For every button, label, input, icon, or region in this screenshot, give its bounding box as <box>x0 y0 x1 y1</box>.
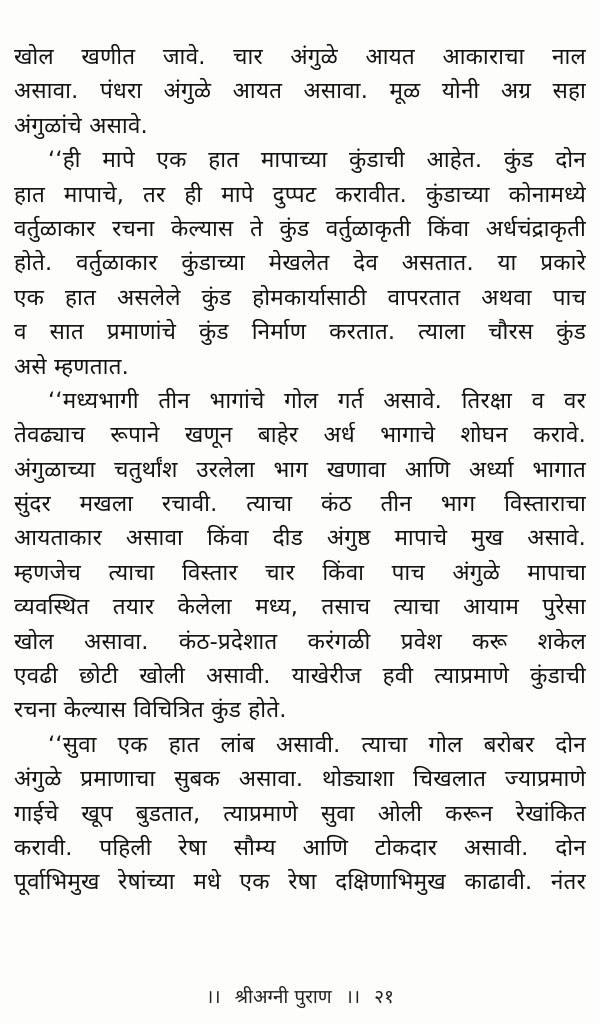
text-line: म्हणजेच त्याचा विस्तार चार किंवा पाच अंगुळे मापाचा <box>14 559 586 586</box>
text-line: होते. वर्तुळाकार कुंडाच्या मेखलेत देव असतात. या प्रकारे <box>14 250 586 277</box>
paragraph <box>14 40 586 143</box>
text-line: पूर्वाभिमुख रेषांच्या मधे एक रेषा दक्षिणाभिमुख काढावी. नंतर <box>14 869 586 896</box>
text-line: एवढी छोटी खोली असावी. याखेरीज हवी त्याप्रमाणे कुंडाची <box>14 663 586 690</box>
text-line: खोल खणीत जावे. चार अंगुळे आयत आकाराचा नाल <box>14 44 586 70</box>
text-line: व्यवस्थित तयार केलेला मध्य, तसाच त्याचा आयाम पुरेसा <box>14 594 586 621</box>
text-line: सुंदर मखला रचावी. त्याचा कंठ तीन भाग विस्ताराचा <box>14 491 586 518</box>
text-line: अंगुळे प्रमाणाचा सुबक असावा. थोड्याशा चिखलात ज्याप्रमाणे <box>14 766 586 793</box>
text-line: खोल असावा. कंठ-प्रदेशात करंगळी प्रवेश करू शकेल <box>14 628 586 655</box>
text-line: अंगुळाच्या चतुर्थांश उरलेला भाग खणावा आणि अर्ध्या भागात <box>14 456 586 483</box>
footer-right-mark: ।। <box>345 986 361 1008</box>
paragraph <box>14 728 586 900</box>
text-line: ‘‘मध्यभागी तीन भागांचे गोल गर्त असावे. तिरक्षा व वर <box>48 387 586 414</box>
page-footer <box>0 984 600 1010</box>
text-line: असे म्हणतात. <box>14 353 129 380</box>
text-line: आयताकार असावा किंवा दीड अंगुष्ठ मापाचे मुख असावे. <box>14 525 586 552</box>
page-number: २१ <box>374 986 394 1008</box>
text-line: तेवढ्याच रूपाने खणून बाहेर अर्ध भागाचे शोघन करावे. <box>14 422 586 449</box>
text-line: असावा. पंधरा अंगुळे आयत असावा. मूळ योनी अग्र सहा <box>14 78 586 105</box>
footer-title: श्रीअग्नी पुराण <box>234 986 332 1008</box>
text-line: अंगुळांचे असावे. <box>14 112 148 139</box>
text-line: हात मापाचे, तर ही मापे दुप्पट करावीत. कुंडाच्या कोनामध्ये <box>14 181 586 208</box>
paragraph <box>14 143 586 384</box>
footer-left-mark: ।। <box>206 986 221 1008</box>
text-line: रचना केल्यास विचित्रित कुंड होते. <box>14 697 287 724</box>
text-line: एक हात असलेले कुंड होमकार्यासाठी वापरतात अथवा पाच <box>14 284 586 311</box>
body-text <box>14 40 586 900</box>
text-line: वर्तुळाकार रचना केल्यास ते कुंड वर्तुळाकृती किंवा अर्धचंद्राकृती <box>14 215 586 242</box>
text-line: गाईचे खूप बुडतात, त्याप्रमाणे सुवा ओली करून रेखांकित <box>14 800 586 827</box>
text-line: ‘‘ही मापे एक हात मापाच्या कुंडाची आहेत. कुंड दोन <box>48 147 586 174</box>
text-line: ‘‘सुवा एक हात लांब असावी. त्याचा गोल बरोबर दोन <box>48 731 586 758</box>
paragraph <box>14 384 586 728</box>
text-line: करावी. पहिली रेषा सौम्य आणि टोकदार असावी. दोन <box>14 834 586 861</box>
text-line: व सात प्रमाणांचे कुंड निर्माण करतात. त्याला चौरस कुंड <box>14 319 586 346</box>
